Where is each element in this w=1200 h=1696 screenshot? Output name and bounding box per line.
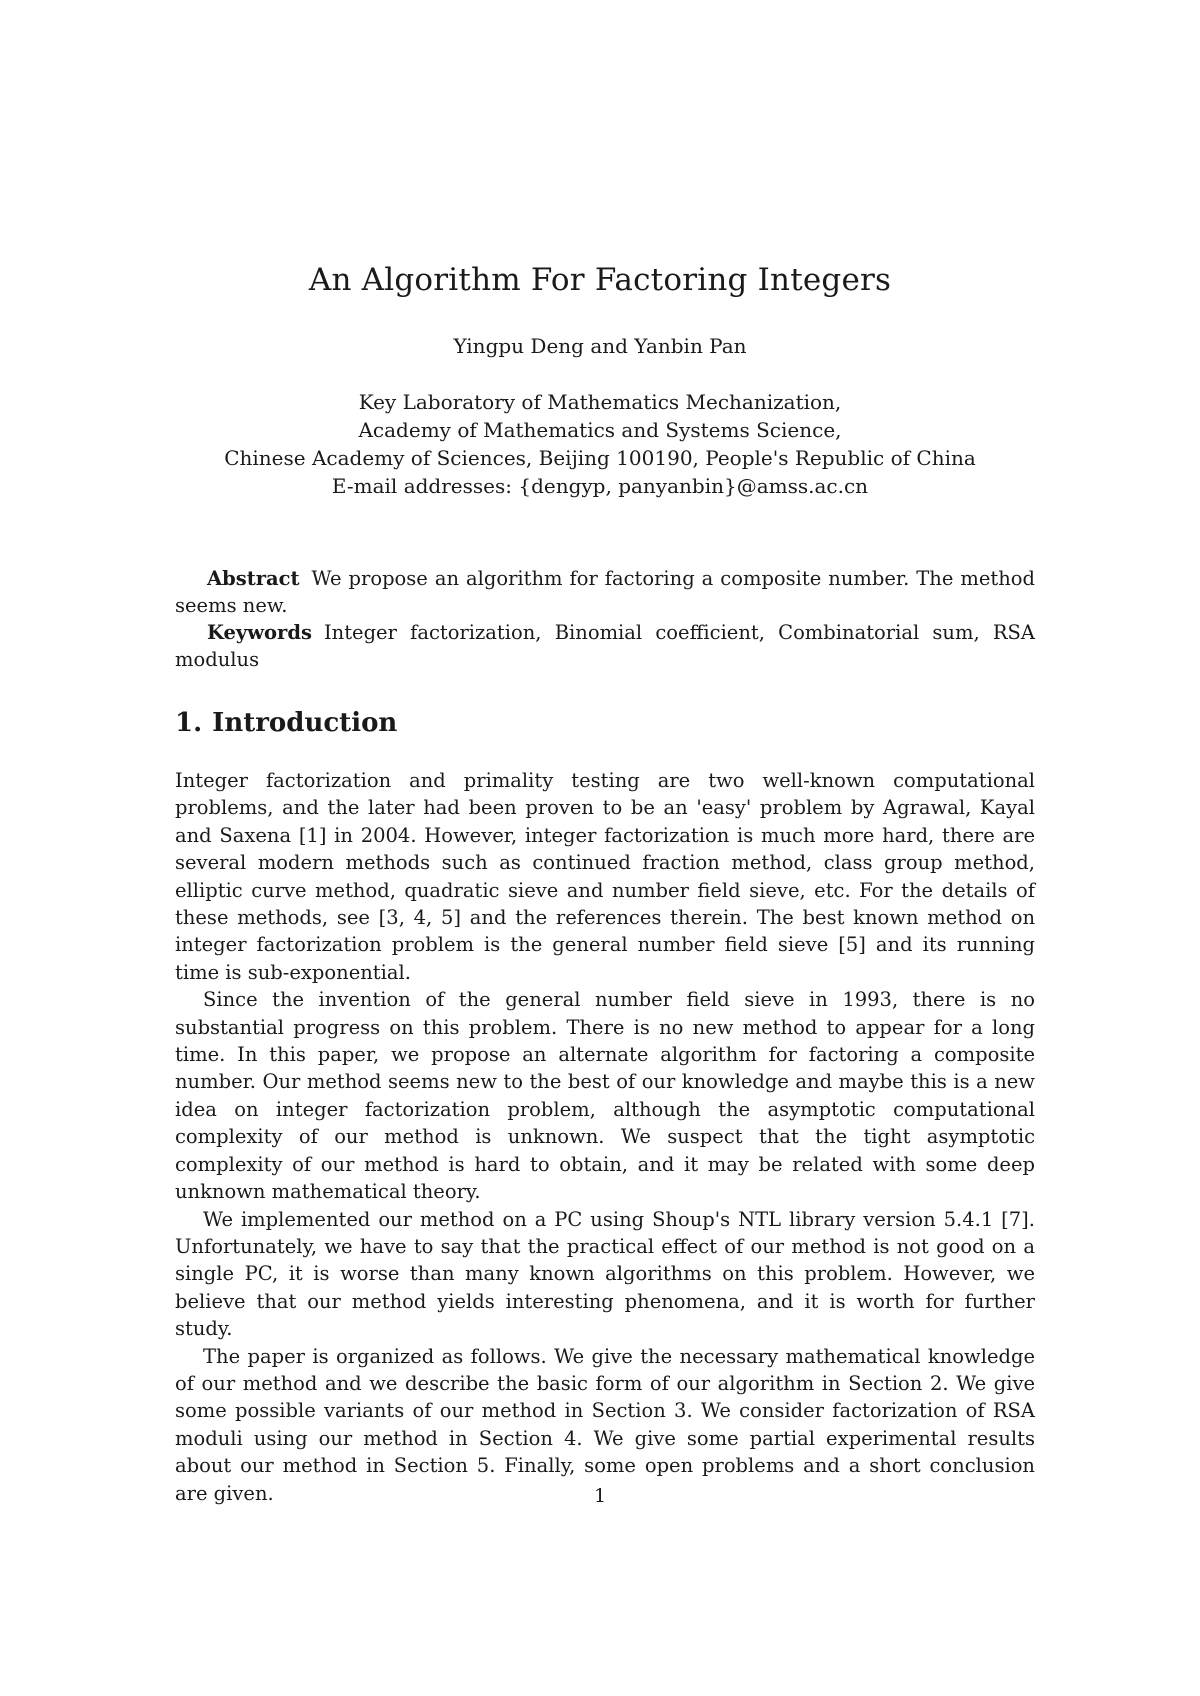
abstract-block	[175, 565, 1035, 673]
abstract-text: We propose an algorithm for factoring a composite number. The method seems new.	[175, 567, 1035, 617]
email-line: E-mail addresses: {dengyp, panyanbin}@amss.ac.cn	[331, 474, 869, 498]
abstract-paragraph	[175, 565, 1035, 619]
affiliation-line: Academy of Mathematics and Systems Science,	[358, 418, 842, 442]
affiliation-block	[0, 388, 1200, 500]
body-paragraph: Since the invention of the general number field sieve in 1993, there is no substantial progress on this problem. There is no new method to appear for a long time. In this paper, we propose an alternate algorithm for factoring a composite number. Our method seems new to the best of our knowledge and maybe this is a new idea on integer factorization problem, although the asymptotic computational complexity of our method is unknown. We suspect that the tight asymptotic complexity of our method is hard to obtain, and it may be related with some deep unknown mathematical theory.	[175, 988, 1035, 1204]
page-number: 1	[593, 1485, 607, 1507]
section-title: Introduction	[212, 708, 398, 738]
section-number: 1.	[175, 708, 203, 738]
paper-authors: Yingpu Deng and Yanbin Pan	[453, 334, 747, 358]
body-paragraph: The paper is organized as follows. We give the necessary mathematical knowledge of our method and we describe the basic form of our algorithm in Section 2. We give some possible variants of our method in Section 3. We consider factorization of RSA moduli using our method in Section 4. We give some partial experimental results about our method in Section 5. Finally, some open problems and a short conclusion are given.	[175, 1344, 1035, 1505]
keywords-text: Integer factorization, Binomial coefficient, Combinatorial sum, RSA modulus	[175, 621, 1035, 671]
abstract-label: Abstract	[207, 567, 300, 590]
affiliation-line: Chinese Academy of Sciences, Beijing 100190, People's Republic of China	[224, 446, 976, 470]
affiliation-line: Key Laboratory of Mathematics Mechanization,	[358, 390, 842, 414]
body-paragraph: Integer factorization and primality testing are two well-known computational problems, and the later had been proven to be an 'easy' problem by Agrawal, Kayal and Saxena [1] in 2004. However, integer factorization is much more hard, there are several modern methods such as continued fraction method, class group method, elliptic curve method, quadratic sieve and number field sieve, etc. For the details of these methods, see [3, 4, 5] and the references therein. The best known method on integer factorization problem is the general number field sieve [5] and its running time is sub-exponential.	[175, 769, 1035, 984]
keywords-paragraph	[175, 619, 1035, 673]
paper-title: An Algorithm For Factoring Integers	[308, 262, 892, 298]
section-heading	[175, 708, 397, 738]
body-paragraph: We implemented our method on a PC using Shoup's NTL library version 5.4.1 [7]. Unfortunately, we have to say that the practical effect of our method is not good on a single PC, it is worse than many known algorithms on this problem. However, we believe that our method yields interesting phenomena, and it is worth for further study.	[175, 1207, 1035, 1341]
introduction-body	[175, 767, 1035, 1507]
keywords-label: Keywords	[207, 621, 312, 644]
